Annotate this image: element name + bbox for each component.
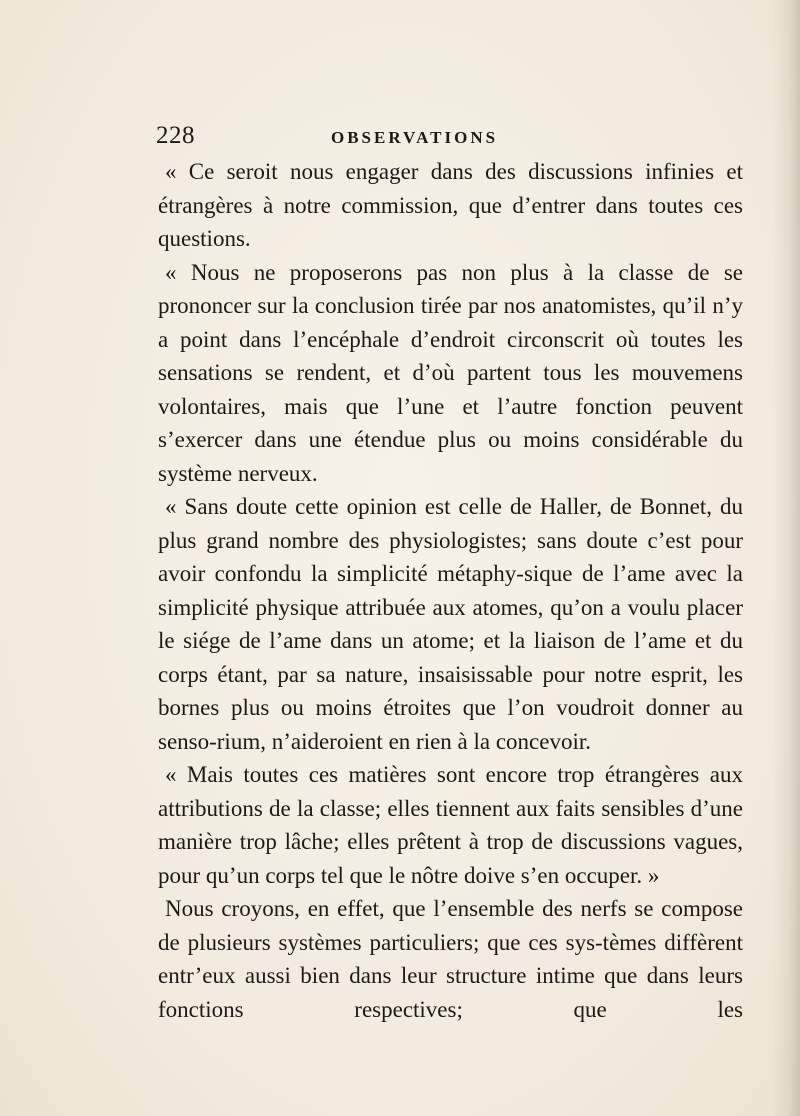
page-number: 228: [156, 122, 195, 149]
paragraph: « Mais toutes ces matières sont encore trop étrangères aux attributions de la classe; elles tiennent aux faits sensibles d’une manière trop lâche; elles prêtent à trop de discussions vagues, pour qu’un corps tel que le nôtre doive s’en occuper. »: [158, 762, 743, 888]
paragraph: « Nous ne proposerons pas non plus à la classe de se prononcer sur la conclusion tirée par nos anatomistes, qu’il n’y a point dans l’encéphale d’endroit circonscrit où toutes les sensations se rendent, et d’où partent tous les mouvemens volontaires, mais que l’une et l’autre fonction peuvent s’exercer dans une étendue plus ou moins considérable du système nerveux.: [158, 259, 743, 486]
paragraph: Nous croyons, en effet, que l’ensemble des nerfs se compose de plusieurs systèmes particuliers; que ces sys-tèmes diffèrent entr’eux aussi bien dans leur structure intime que dans leurs fonctions respectives; que les: [158, 896, 743, 1022]
paragraph: « Sans doute cette opinion est celle de Haller, de Bonnet, du plus grand nombre des physiologistes; sans doute c’est pour avoir confondu la simplicité métaphy-sique de l’ame avec la simplicité physique attribuée aux atomes, qu’on a voulu placer le siége de l’ame dans un atome; et la liaison de l’ame et du corps étant, par sa nature, insaisissable pour notre esprit, les bornes plus ou moins étroites que l’on voudroit donner au senso-rium, n’aideroient en rien à la concevoir.: [158, 494, 743, 754]
body-text: [158, 155, 743, 1026]
page-header: [156, 122, 746, 152]
paragraph: « Ce seroit nous engager dans des discussions infinies et étrangères à notre commission, que d’entrer dans toutes ces questions.: [158, 159, 743, 251]
page-edge-shadow: [772, 0, 800, 1116]
running-title: OBSERVATIONS: [331, 128, 499, 147]
